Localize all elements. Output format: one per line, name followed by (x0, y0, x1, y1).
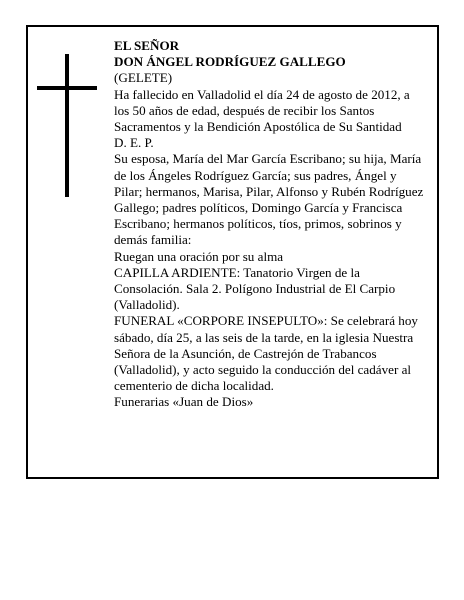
cross-icon-bar (37, 86, 97, 90)
obituary-text (114, 38, 424, 411)
cross-icon (65, 54, 69, 197)
title-line-1: EL SEÑOR (114, 38, 180, 53)
funeral-info: FUNERAL «CORPORE INSEPULTO»: Se celebrará hoy sábado, día 25, a las seis de la tarde, en la iglesia Nuestra Señora de la Asunción, de Castrejón de Trabancos (Valladolid), y acto seguido la conducción del cadáver al cementerio de dicha localidad. (114, 313, 418, 394)
prayer-request: Ruegan una oración por su alma (114, 248, 284, 264)
deceased-name: DON ÁNGEL RODRÍGUEZ GALLEGO (114, 54, 346, 70)
nickname: (GELETE) (114, 70, 173, 86)
death-statement: Ha fallecido en Valladolid el día 24 de agosto de 2012, a los 50 años de edad, después de recibir los Santos Sacramentos y la Bendición Apostólica de Su Santidad (114, 86, 410, 135)
family-list: Su esposa, María del Mar García Escribano; su hija, María de los Ángeles Rodríguez García; sus padres, Ángel y Pilar; hermanos, Marisa, Pilar, Alfonso y Rubén Rodríguez Gallego; padres políticos, Domingo García y Francisca Escribano; hermanos políticos, tíos, primos, sobrinos y demás familia: (114, 151, 424, 248)
chapel-info: CAPILLA ARDIENTE: Tanatorio Virgen de la Consolación. Sala 2. Polígono Industrial de El Carpio (Valladolid). (114, 264, 396, 313)
rip: D. E. P. (114, 135, 154, 151)
funeral-home: Funerarias «Juan de Dios» (114, 394, 254, 410)
